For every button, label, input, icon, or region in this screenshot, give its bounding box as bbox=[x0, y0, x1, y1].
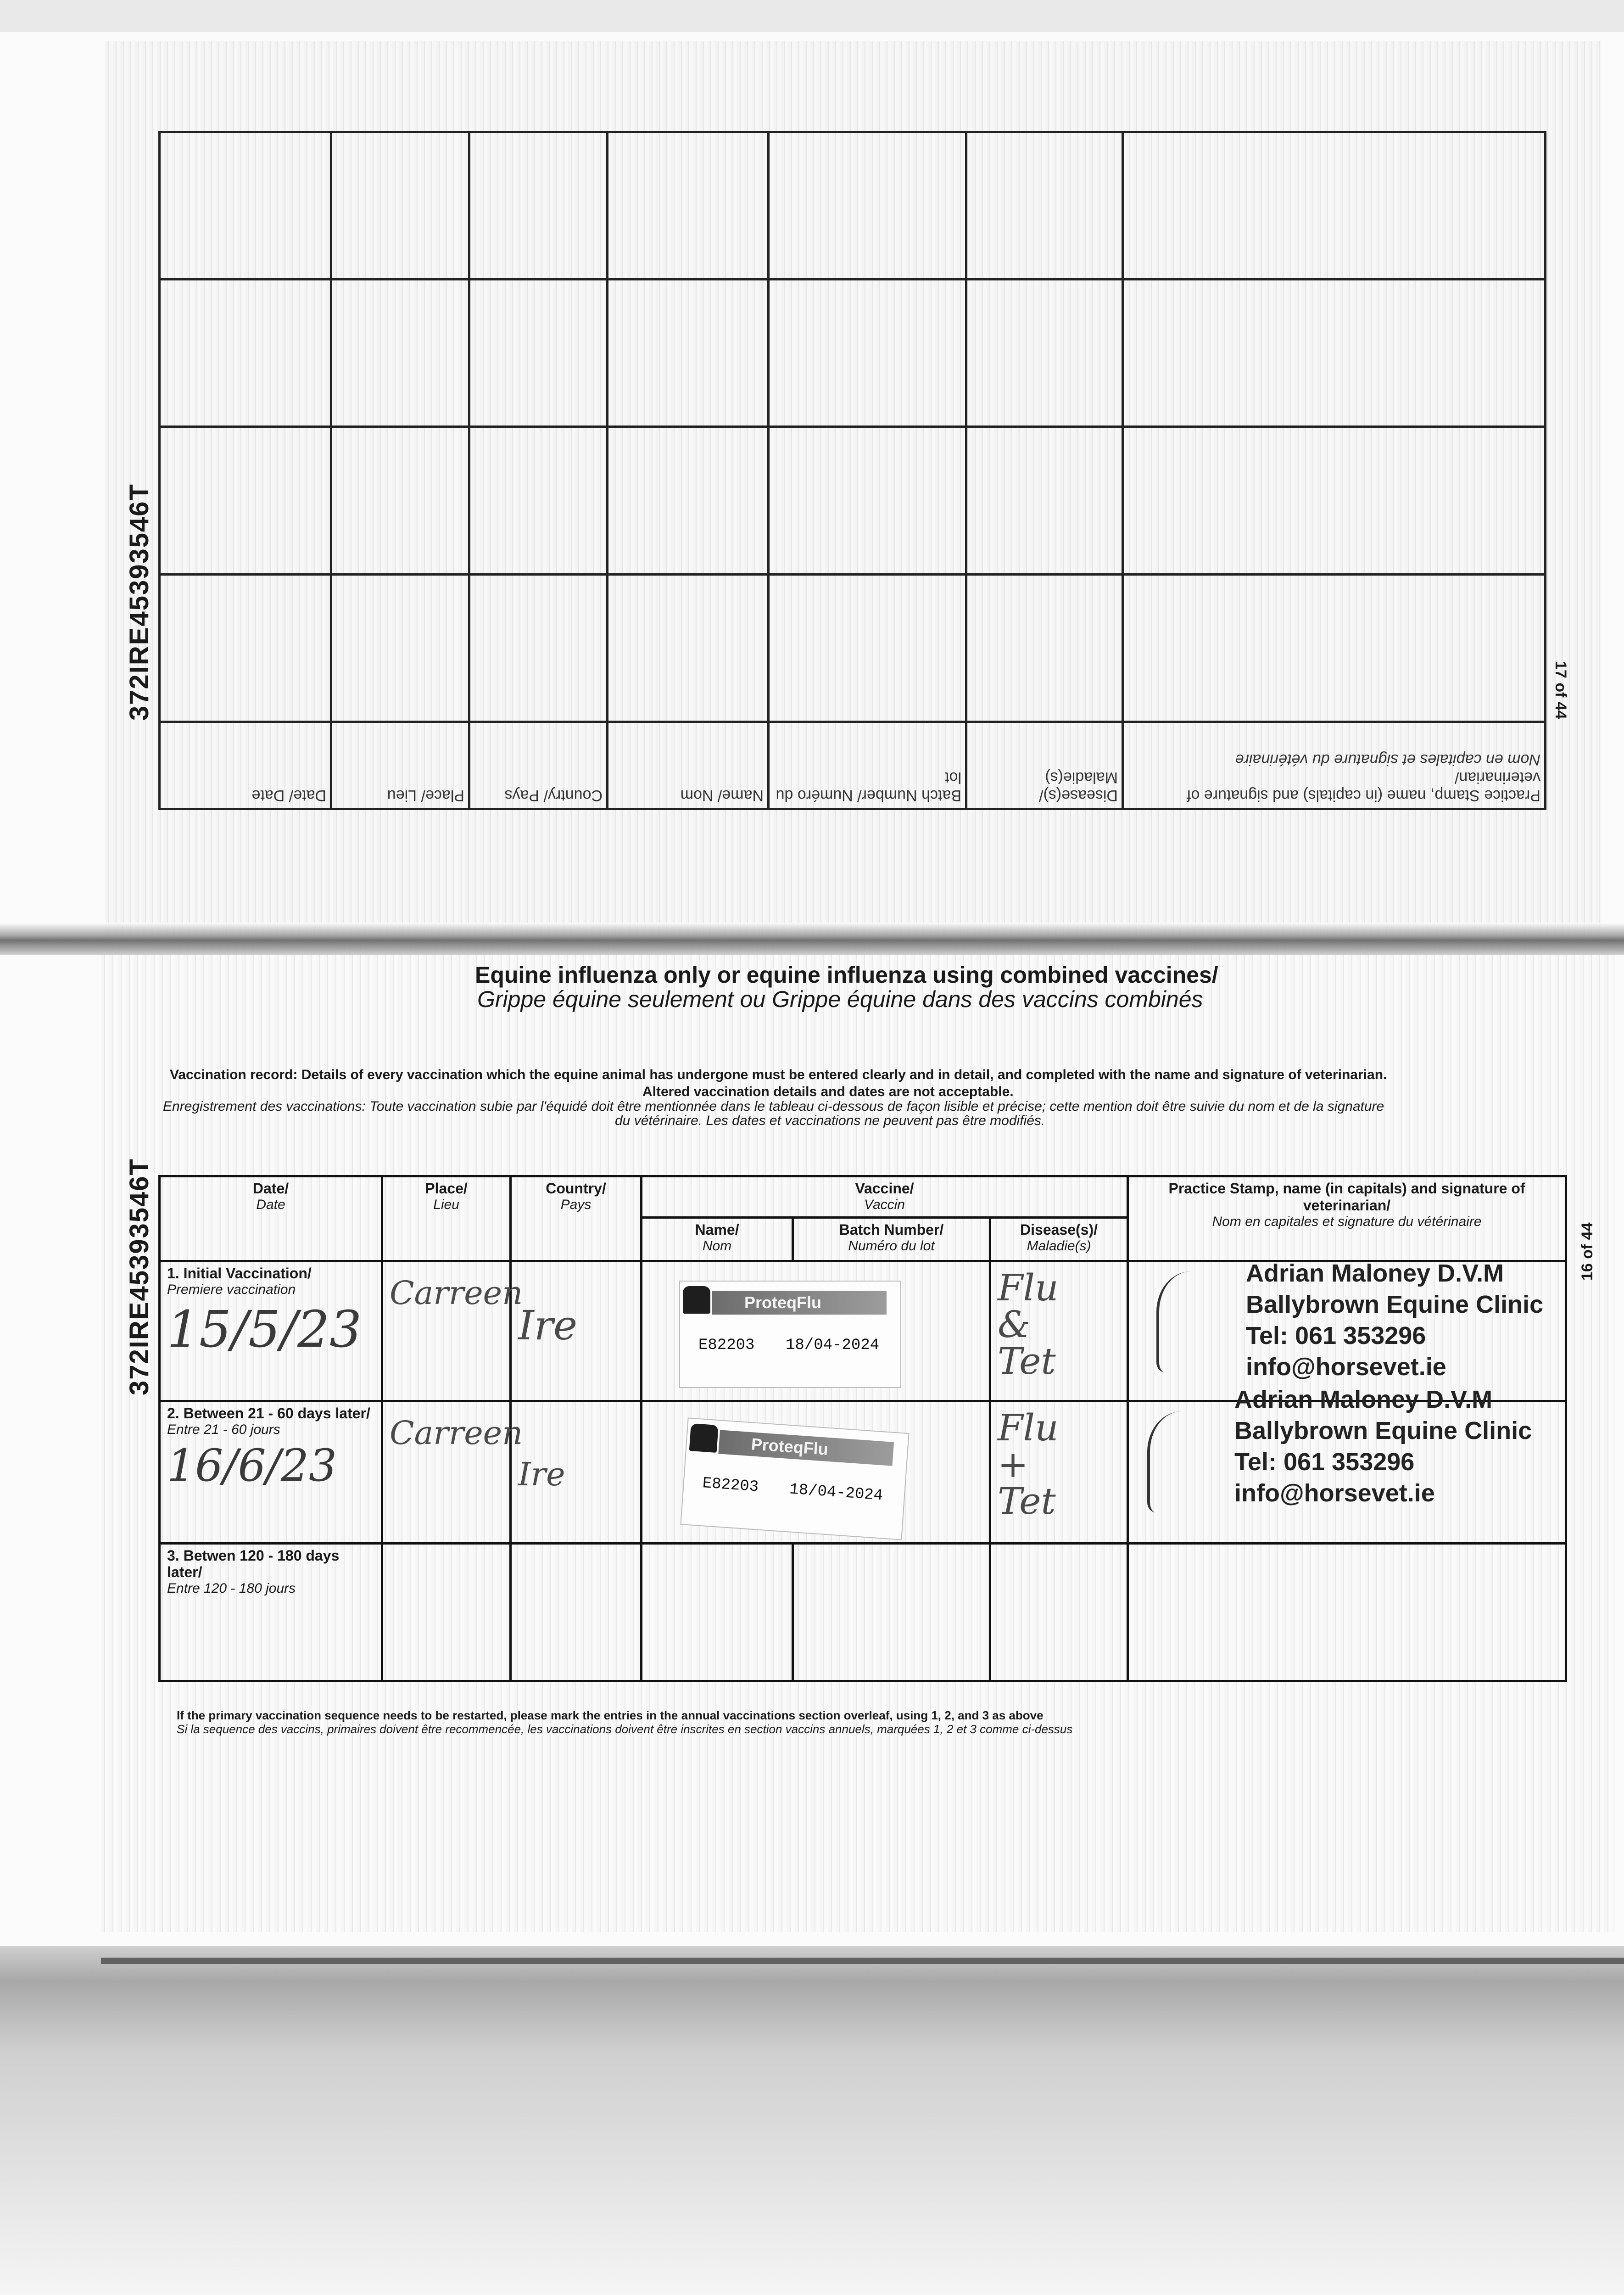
row-2-stamp-cell bbox=[1128, 1386, 1566, 1544]
row-2-disease: Flu + Tet bbox=[998, 1406, 1059, 1523]
row-2-vaccine-cell bbox=[642, 1401, 990, 1544]
page-title: Equine influenza only or equine influenza using combined vaccines/ bbox=[475, 962, 1218, 988]
table-row bbox=[160, 1544, 1566, 1681]
sticker-brand: ProteqFlu bbox=[712, 1291, 887, 1315]
row-1-stamp-cell bbox=[1128, 1261, 1566, 1401]
row-1-disease-cell bbox=[990, 1261, 1128, 1401]
row-1-label: 1. Initial Vaccination/ Premiere vaccination bbox=[167, 1265, 312, 1297]
header-batch-number: Batch Number/ Numéro du lot bbox=[793, 1218, 990, 1261]
table-row bbox=[160, 1261, 1566, 1401]
record-warning-fr: du vétérinaire. Les dates et vaccinations ne peuvent pas être modifiés. bbox=[615, 1113, 1045, 1128]
page-title-fr: Grippe équine seulement ou Grippe équine dans des vaccins combinés bbox=[477, 986, 1203, 1012]
record-instructions: Vaccination record: Details of every vaccination which the equine animal has undergone must be entered clearly and in detail, and completed with the name and signature of veterinarian. bbox=[170, 1067, 1387, 1082]
row-1-disease: Flu & Tet bbox=[998, 1266, 1059, 1383]
upper-header-name: Name/ Nom bbox=[608, 722, 769, 809]
header-stamp: Practice Stamp, name (in capitals) and signature of veterinarian/ Nom en capitales et signature du vétérinaire bbox=[1128, 1176, 1566, 1261]
vaccine-sticker bbox=[679, 1281, 901, 1388]
header-place: Place/ Lieu bbox=[382, 1176, 511, 1261]
scan-top-edge bbox=[0, 0, 1624, 32]
page-number-top: 17 of 44 bbox=[1552, 661, 1569, 719]
row-2-place-cell bbox=[382, 1401, 523, 1544]
row-3-name-cell bbox=[642, 1544, 793, 1681]
row-3-batch-cell bbox=[793, 1544, 990, 1681]
sticker-expiry: 18/04-2024 bbox=[789, 1481, 884, 1505]
signature bbox=[1156, 1271, 1242, 1372]
upper-header-place: Place/ Lieu bbox=[331, 722, 469, 809]
header-country: Country/ Pays bbox=[511, 1176, 642, 1261]
sticker-brand: ProteqFlu bbox=[718, 1430, 894, 1466]
signature bbox=[1147, 1411, 1233, 1512]
practice-stamp: Adrian Maloney D.V.M Ballybrown Equine Clinic Tel: 061 353296 info@horsevet.ie bbox=[1246, 1259, 1544, 1381]
record-warning: Altered vaccination details and dates are not acceptable. bbox=[642, 1084, 1014, 1099]
row-3-place-cell bbox=[382, 1544, 511, 1681]
row-1-country-cell bbox=[511, 1261, 642, 1401]
row-2-date-cell bbox=[160, 1401, 382, 1544]
manufacturer-logo-icon bbox=[689, 1423, 719, 1453]
table-row bbox=[160, 1401, 1566, 1544]
header-vaccine-name: Name/ Nom bbox=[642, 1218, 793, 1261]
row-1-place-cell bbox=[382, 1261, 523, 1401]
row-3-label: 3. Betwen 120 - 180 days later/ Entre 120 - 180 jours bbox=[167, 1547, 340, 1596]
record-instructions-fr: Enregistrement des vaccinations: Toute vaccination subie par l'équidé doit être mentionnée dans le tableau ci-dessous de façon lisible et précise; cette mention doit être suivie du nom et de la signature bbox=[163, 1099, 1384, 1114]
row-2-country-cell bbox=[511, 1401, 642, 1544]
scan-edge-line bbox=[101, 1958, 1624, 1964]
manufacturer-logo-icon bbox=[683, 1286, 710, 1314]
row-3-date-cell bbox=[160, 1544, 382, 1681]
upper-vaccination-table bbox=[158, 131, 1546, 810]
footnote: If the primary vaccination sequence needs to be restarted, please mark the entries in the annual vaccinations section overleaf, using 1, 2, and 3 as above bbox=[177, 1708, 1044, 1722]
sticker-batch: E82203 bbox=[698, 1337, 755, 1354]
page-fold bbox=[0, 923, 1624, 955]
document-id-bottom: 372IRE45393546T bbox=[124, 1158, 154, 1395]
sticker-expiry: 18/04-2024 bbox=[786, 1337, 880, 1354]
row-1-country: Ire bbox=[518, 1302, 577, 1349]
row-2-date: 16/6/23 bbox=[167, 1440, 337, 1491]
row-3-country-cell bbox=[511, 1544, 642, 1681]
row-2-disease-cell bbox=[990, 1401, 1128, 1544]
row-1-date-cell bbox=[160, 1261, 382, 1401]
header-vaccine: Vaccine/ Vaccin bbox=[642, 1176, 1128, 1218]
page-number-bottom: 16 of 44 bbox=[1579, 1222, 1596, 1281]
upper-header-stamp: Practice Stamp, name (in capitals) and signature of veterinarian/ Nom en capitales et signature du vétérinaire bbox=[1123, 722, 1546, 809]
row-3-stamp-cell bbox=[1128, 1544, 1566, 1681]
upper-header-disease: Disease(s)/ Maladie(s) bbox=[966, 722, 1123, 809]
row-2-country: Ire bbox=[518, 1455, 565, 1493]
upper-header-country: Country/ Pays bbox=[469, 722, 608, 809]
practice-stamp: Adrian Maloney D.V.M Ballybrown Equine Clinic Tel: 061 353296 info@horsevet.ie bbox=[1234, 1386, 1532, 1507]
document-id-top: 372IRE45393546T bbox=[124, 483, 154, 721]
sticker-batch: E82203 bbox=[702, 1475, 759, 1496]
row-1-date: 15/5/23 bbox=[167, 1300, 362, 1359]
row-2-label: 2. Between 21 - 60 days later/ Entre 21 - 60 jours bbox=[167, 1405, 370, 1437]
row-2-place: Carreen bbox=[390, 1414, 523, 1452]
vaccination-table bbox=[158, 1175, 1567, 1680]
upper-header-batch: Batch Number/ Numéro du lot bbox=[769, 722, 966, 809]
scan-shadow bbox=[0, 1946, 1624, 2295]
row-3-disease-cell bbox=[990, 1544, 1128, 1681]
header-diseases: Disease(s)/ Maladie(s) bbox=[990, 1218, 1128, 1261]
row-1-vaccine-cell bbox=[642, 1261, 990, 1401]
vaccine-sticker bbox=[680, 1417, 909, 1540]
upper-header-date: Date/ Date bbox=[160, 722, 331, 809]
header-date: Date/ Date bbox=[160, 1176, 382, 1261]
row-1-place: Carreen bbox=[390, 1274, 523, 1312]
footnote-fr: Si la sequence des vaccins, primaires doivent être recommencée, les vaccinations doivent être inscrites en section vaccins annuels, marquées 1, 2 et 3 comme ci-dessus bbox=[177, 1722, 1073, 1736]
